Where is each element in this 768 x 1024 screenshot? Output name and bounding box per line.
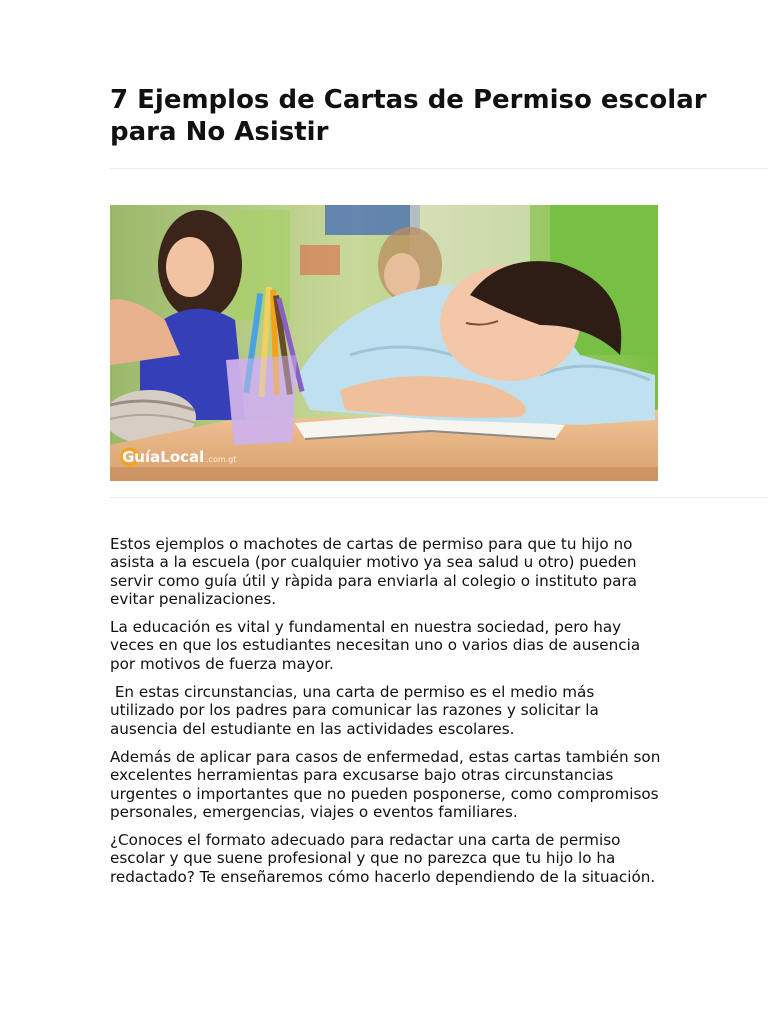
divider-bottom bbox=[110, 497, 768, 498]
paragraph: Estos ejemplos o machotes de cartas de permiso para que tu hijo no asista a la escuela (por cualquier motivo ya sea salud u otro) pueden servir como guía útil y ràpida para enviarla al colegio o instituto para evitar penalizaciones. bbox=[110, 535, 637, 608]
svg-text:.com.gt: .com.gt bbox=[206, 455, 237, 464]
svg-text:GuíaLocal: GuíaLocal bbox=[122, 448, 205, 466]
paragraph: En estas circunstancias, una carta de permiso es el medio más utilizado por los padres para comunicar las razones y solicitar la ausencia del estudiante en las actividades escolares. bbox=[110, 683, 604, 738]
article-title: 7 Ejemplos de Cartas de Permiso escolar para No Asistir bbox=[110, 85, 707, 147]
paragraph: Además de aplicar para casos de enfermedad, estas cartas también son excelentes herramientas para excusarse bajo otras circunstancias urgentes o importantes que no pueden posponerse, como compromisos personales, emergencias, viajes o eventos familiares. bbox=[110, 747, 661, 821]
article-photo bbox=[110, 205, 658, 481]
article-body bbox=[110, 535, 662, 896]
paragraph: La educación es vital y fundamental en nuestra sociedad, pero hay veces en que los estudiantes necesitan uno o varios dias de ausencia por motivos de fuerza mayor. bbox=[110, 618, 641, 673]
paragraph: ¿Conoces el formato adecuado para redactar una carta de permiso escolar y que suene profesional y que no parezca que tu hijo lo ha redactado? Te enseñaremos cómo hacerlo dependiendo de la situación. bbox=[110, 831, 656, 886]
divider-top bbox=[110, 168, 768, 169]
